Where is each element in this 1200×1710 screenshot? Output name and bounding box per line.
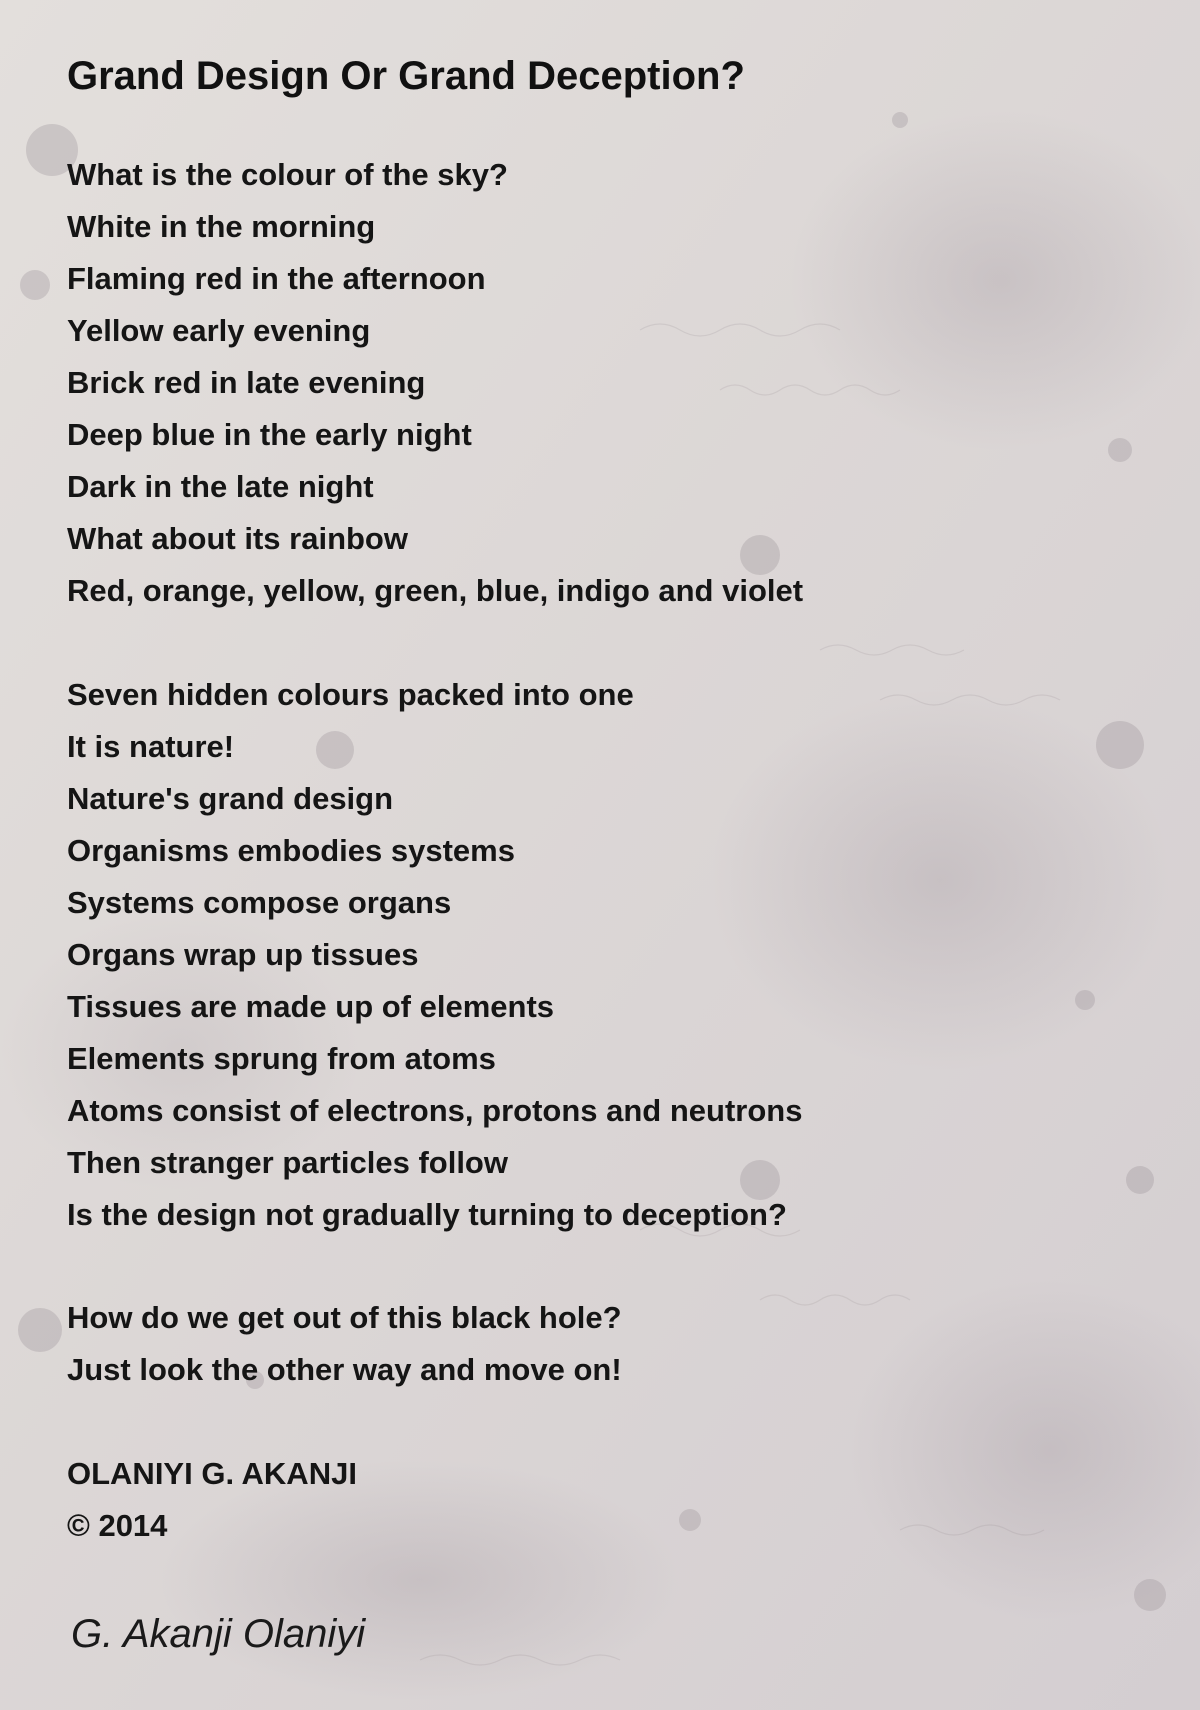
- poem-line: Dark in the late night: [67, 469, 374, 504]
- poem-line: What about its rainbow: [67, 521, 408, 556]
- author-name: OLANIYI G. AKANJI: [67, 1456, 357, 1491]
- stanza-3: [67, 1292, 622, 1396]
- poem-line: What is the colour of the sky?: [67, 157, 508, 192]
- poem-line: Organs wrap up tissues: [67, 937, 419, 972]
- poem-line: Is the design not gradually turning to deception?: [67, 1197, 787, 1232]
- poem-line: It is nature!: [67, 729, 235, 764]
- poem-line: Deep blue in the early night: [67, 417, 472, 452]
- poem-title: Grand Design Or Grand Deception?: [67, 54, 745, 98]
- poem-line: Red, orange, yellow, green, blue, indigo and violet: [67, 573, 804, 608]
- poet-signature: G. Akanji Olaniyi: [71, 1612, 366, 1656]
- poem-line: Just look the other way and move on!: [67, 1352, 622, 1387]
- poem-line: Then stranger particles follow: [67, 1145, 508, 1180]
- stanza-1: [67, 149, 803, 617]
- poem-line: How do we get out of this black hole?: [67, 1300, 622, 1335]
- poem-line: White in the morning: [67, 209, 376, 244]
- author-block: [67, 1448, 357, 1552]
- poem-line: Organisms embodies systems: [67, 833, 515, 868]
- poem-line: Nature's grand design: [67, 781, 394, 816]
- poem-line: Atoms consist of electrons, protons and neutrons: [67, 1093, 803, 1128]
- poem-line: Brick red in late evening: [67, 365, 426, 400]
- stanza-2: [67, 669, 802, 1241]
- poem-line: Systems compose organs: [67, 885, 452, 920]
- poem-line: Tissues are made up of elements: [67, 989, 555, 1024]
- poem-line: Flaming red in the afternoon: [67, 261, 486, 296]
- poem-line: Yellow early evening: [67, 313, 371, 348]
- poem-line: Seven hidden colours packed into one: [67, 677, 634, 712]
- copyright-notice: © 2014: [67, 1508, 168, 1543]
- poem-line: Elements sprung from atoms: [67, 1041, 496, 1076]
